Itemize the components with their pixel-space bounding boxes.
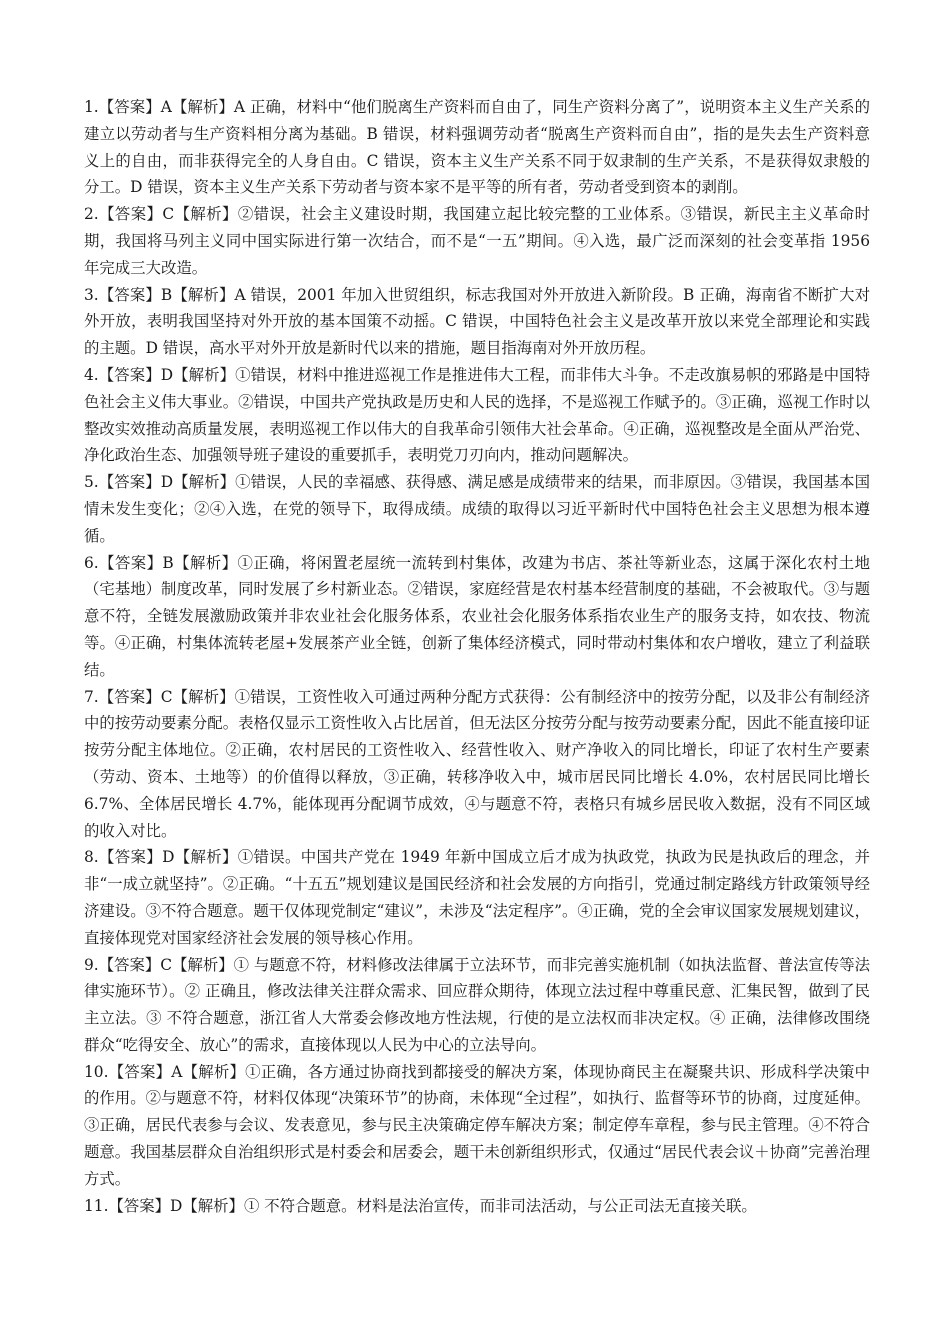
answer-item-6: 6.【答案】B【解析】①正确，将闲置老屋统一流转到村集体，改建为书店、茶社等新业态，这属于深化农村土地（宅基地）制度改革，同时发展了乡村新业态。②错误，家庭经营是农村基本经营制度的基础，不会被取代。③与题意不符，全链发展激励政策并非农业社会化服务体系，农业社会化服务体系指农业生产的服务支持，如农技、物流等。④正确，村集体流转老屋+发展茶产业全链，创新了集体经济模式，同时带动村集体和农户增收，建立了利益联结。 <box>84 553 870 679</box>
answer-item-11: 11.【答案】D【解析】① 不符合题意。材料是法治宣传，而非司法活动，与公正司法无直接关联。 <box>84 1196 757 1215</box>
answer-item-5: 5.【答案】D【解析】①错误，人民的幸福感、获得感、满足感是成绩带来的结果，而非原因。③错误，我国基本国情未发生变化；②④入选，在党的领导下，取得成绩。成绩的取得以习近平新时代中国特色社会主义思想为根本遵循。 <box>84 473 870 545</box>
answer-item-3: 3.【答案】B【解析】A 错误，2001 年加入世贸组织，标志我国对外开放进入新阶段。B 正确，海南省不断扩大对外开放，表明我国坚持对外开放的基本国策不动摇。C 错误，中国特色社会主义是改革开放以来党全部理论和实践的主题。D 错误，高水平对外开放是新时代以来的措施，题目指海南对外开放历程。 <box>84 285 870 358</box>
answer-item-2: 2.【答案】C【解析】②错误，社会主义建设时期，我国建立起比较完整的工业体系。③错误，新民主主义革命时期，我国将马列主义同中国实际进行第一次结合，而不是“一五”期间。④入选，最广泛而深刻的社会变革指 1956 年完成三大改造。 <box>84 205 870 277</box>
answer-explanations <box>84 94 870 1219</box>
answer-item-8: 8.【答案】D【解析】①错误。中国共产党在 1949 年新中国成立后才成为执政党，执政为民是执政后的理念，并非“一成立就坚持”。②正确。“十五五”规划建议是国民经济和社会发展的方向指引，党通过制定路线方针政策领导经济建设。③不符合题意。题干仅体现党制定“建议”，未涉及“法定程序”。④正确，党的全会审议国家发展规划建议，直接体现党对国家经济社会发展的领导核心作用。 <box>84 848 870 947</box>
answer-item-10: 10.【答案】A【解析】①正确，各方通过协商找到都接受的解决方案，体现协商民主在凝聚共识、形成科学决策中的作用。②与题意不符，材料仅体现“决策环节”的协商，未体现“全过程”，如执行、监督等环节的协商，过度延伸。③正确，居民代表参与会议、发表意见，参与民主决策确定停车解决方案；制定停车章程，参与民主管理。④不符合题意。我国基层群众自治组织形式是村委会和居委会，题干未创新组织形式，仅通过“居民代表会议＋协商”完善治理方式。 <box>84 1062 870 1188</box>
answer-item-7: 7.【答案】C【解析】①错误，工资性收入可通过两种分配方式获得：公有制经济中的按劳分配，以及非公有制经济中的按劳动要素分配。表格仅显示工资性收入占比居首，但无法区分按劳分配与按劳动要素分配，因此不能直接印证按劳分配主体地位。②正确，农村居民的工资性收入、经营性收入、财产净收入的同比增长，印证了农村生产要素（劳动、资本、土地等）的价值得以释放，③正确，转移净收入中，城市居民同比增长 4.0%，农村居民同比增长 6.7%、全体居民增长 4.7%，能体现再分配调节成效，④与题意不符，表格只有城乡居民收入数据，没有不同区域的收入对比。 <box>84 687 870 840</box>
answer-item-1: 1.【答案】A【解析】A 正确，材料中“他们脱离生产资料而自由了，同生产资料分离了”，说明资本主义生产关系的建立以劳动者与生产资料相分离为基础。B 错误，材料强调劳动者“脱离生产资料而自由”，指的是失去生产资料意义上的自由，而非获得完全的人身自由。C 错误，资本主义生产关系不同于奴隶制的生产关系，不是获得奴隶般的分工。D 错误，资本主义生产关系下劳动者与资本家不是平等的所有者，劳动者受到资本的剥削。 <box>84 98 870 197</box>
answer-item-9: 9.【答案】C【解析】① 与题意不符，材料修改法律属于立法环节，而非完善实施机制（如执法监督、普法宣传等法律实施环节）。② 正确且，修改法律关注群众需求、回应群众期待，体现立法过程中尊重民意、汇集民智，做到了民主立法。③ 不符合题意，浙江省人大常委会修改地方性法规，行使的是立法权而非决定权。④ 正确，法律修改围绕群众“吃得安全、放心”的需求，直接体现以人民为中心的立法导向。 <box>84 955 870 1054</box>
answer-item-4: 4.【答案】D【解析】①错误，材料中推进巡视工作是推进伟大工程，而非伟大斗争。不走改旗易帜的邪路是中国特色社会主义伟大事业。②错误，中国共产党执政是历史和人民的选择，不是巡视工作赋予的。③正确，巡视工作时以整改实效推动高质量发展，表明巡视工作以伟大的自我革命引领伟大社会革命。④正确，巡视整改是全面从严治党、净化政治生态、加强领导班子建设的重要抓手，表明党刀刃向内，推动问题解决。 <box>84 365 870 465</box>
